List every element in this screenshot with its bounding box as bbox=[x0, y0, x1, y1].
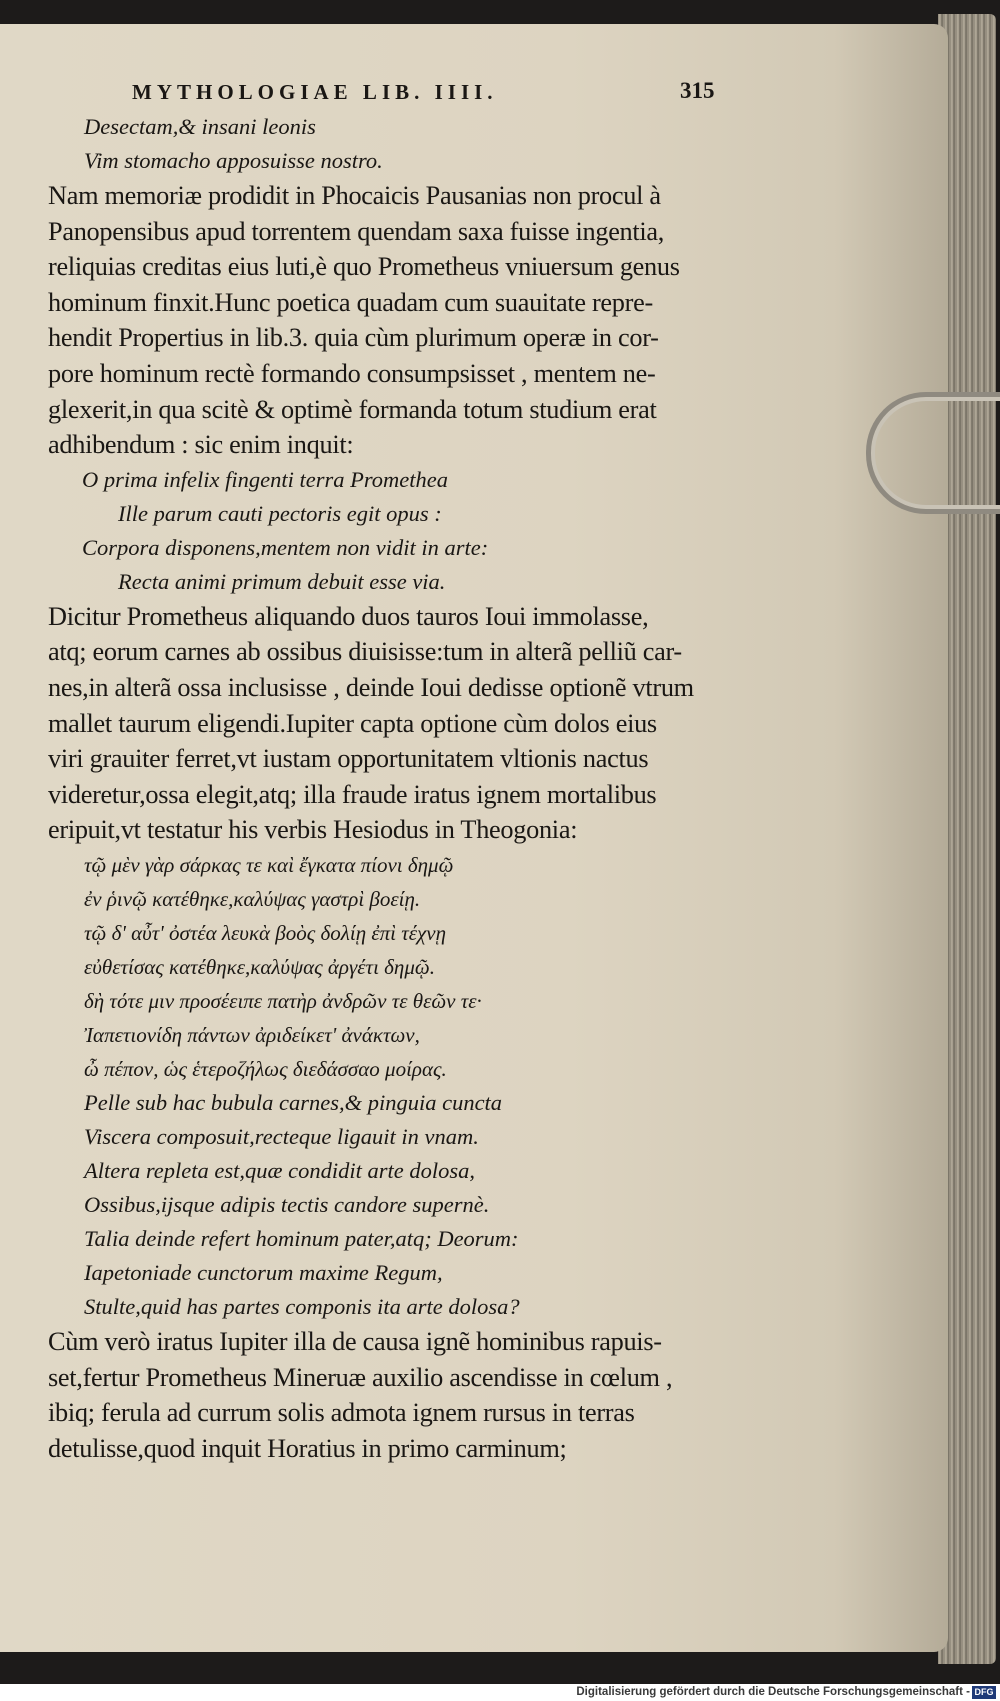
digitization-footer bbox=[0, 1684, 1000, 1701]
text-line: eripuit,vt testatur his verbis Hesiodus in Theogonia: bbox=[48, 815, 578, 845]
funding-credit: Digitalisierung gefördert durch die Deutsche Forschungsgemeinschaft - bbox=[576, 1686, 970, 1698]
text-line: Nam memoriæ prodidit in Phocaicis Pausanias non procul à bbox=[48, 181, 661, 210]
greek-verse-line: τῷ δ' αὖτ' ὀστέα λευκὰ βοὸς δολίῃ ἐπὶ τέχνῃ bbox=[84, 920, 447, 945]
verse-line: Iapetoniade cunctorum maxime Regum, bbox=[84, 1259, 443, 1285]
greek-verse-line: ἐν ῥινῷ κατέθηκε,καλύψας γαστρὶ βοείῃ. bbox=[84, 886, 421, 911]
verse-line: Recta animi primum debuit esse via. bbox=[118, 568, 446, 594]
verse-line: Vim stomacho apposuisse nostro. bbox=[84, 148, 383, 173]
text-line: videretur,ossa elegit,atq; illa fraude iratus ignem mortalibus bbox=[48, 779, 657, 809]
text-line: hominum finxit.Hunc poetica quadam cum suauitate repre- bbox=[48, 287, 653, 317]
text-line: viri grauiter ferret,vt iustam opportunitatem vltionis nactus bbox=[48, 744, 649, 774]
text-line: Dicitur Prometheus aliquando duos tauros Ioui immolasse, bbox=[48, 601, 649, 631]
verse-line: Ossibus,ijsque adipis tectis candore supernè. bbox=[84, 1191, 490, 1217]
verse-line: Corpora disponens,mentem non vidit in arte: bbox=[82, 534, 489, 560]
running-head: MYTHOLOGIAE LIB. IIII. bbox=[132, 80, 498, 104]
page-clip bbox=[866, 392, 1000, 514]
text-line: mallet taurum eligendi.Iupiter capta optione cùm dolos eius bbox=[48, 708, 657, 738]
greek-verse-line: δὴ τότε μιν προσέειπε πατὴρ ἀνδρῶν τε θεῶν τε· bbox=[84, 988, 482, 1013]
text-line: adhibendum : sic enim inquit: bbox=[48, 430, 354, 460]
verse-line: Desectam,& insani leonis bbox=[84, 114, 316, 139]
greek-verse-line: τῷ μὲν γὰρ σάρκας τε καὶ ἔγκατα πίονι δημῷ bbox=[84, 852, 454, 877]
text-line: set,fertur Prometheus Mineruæ auxilio ascendisse in cœlum , bbox=[48, 1362, 673, 1392]
paragraph-pausanias bbox=[48, 178, 718, 463]
greek-verse-line: Ἰαπετιονίδη πάντων ἀριδείκετ' ἀνάκτων, bbox=[84, 1022, 420, 1047]
text-line: Cùm verò iratus Iupiter illa de causa ignẽ hominibus rapuis- bbox=[48, 1326, 662, 1356]
verse-line: O prima infelix fingenti terra Promethea bbox=[82, 466, 448, 492]
text-line: nes,in alterã ossa inclusisse , deinde Ioui dedisse optionẽ vtrum bbox=[48, 672, 694, 702]
page-text bbox=[48, 80, 718, 1466]
greek-verse-line: ὦ πέπον, ὡς ἑτεροζήλως διεδάσσαο μοίρας. bbox=[84, 1056, 447, 1081]
text-line: glexerit,in qua scitè & optimè formanda totum studium erat bbox=[48, 394, 657, 424]
verse-line: Pelle sub hac bubula carnes,& pinguia cuncta bbox=[84, 1089, 503, 1115]
paragraph-prometheus-sacrifice bbox=[48, 599, 718, 848]
verse-line: Stulte,quid has partes componis ita arte dolosa? bbox=[84, 1293, 520, 1319]
text-line: reliquias creditas eius luti,è quo Prometheus vniuersum genus bbox=[48, 252, 680, 282]
verse-line: Ille parum cauti pectoris egit opus : bbox=[118, 500, 442, 526]
verse-line: Altera repleta est,quæ condidit arte dolosa, bbox=[84, 1157, 476, 1183]
verse-line: Talia deinde refert hominum pater,atq; Deorum: bbox=[84, 1225, 519, 1251]
text-line: Panopensibus apud torrentem quendam saxa fuisse ingentia, bbox=[48, 216, 665, 246]
text-line: pore hominum rectè formando consumpsisset , mentem ne- bbox=[48, 358, 656, 388]
text-line: detulisse,quod inquit Horatius in primo carminum; bbox=[48, 1433, 567, 1463]
text-line: atq; eorum carnes ab ossibus diuisisse:tum in alterã pelliũ car- bbox=[48, 637, 682, 667]
paragraph-fire-theft bbox=[48, 1324, 718, 1466]
text-line: hendit Propertius in lib.3. quia cùm plurimum operæ in cor- bbox=[48, 323, 659, 353]
verse-line: Viscera composuit,recteque ligauit in vnam. bbox=[84, 1123, 479, 1149]
page-header bbox=[48, 80, 718, 110]
page-number: 315 bbox=[680, 78, 715, 103]
text-line: ibiq; ferula ad currum solis admota ignem rursus in terras bbox=[48, 1398, 635, 1428]
dfg-logo: DFG bbox=[972, 1686, 996, 1699]
greek-verse-line: εὐθετίσας κατέθηκε,καλύψας ἀργέτι δημῷ. bbox=[84, 954, 435, 979]
